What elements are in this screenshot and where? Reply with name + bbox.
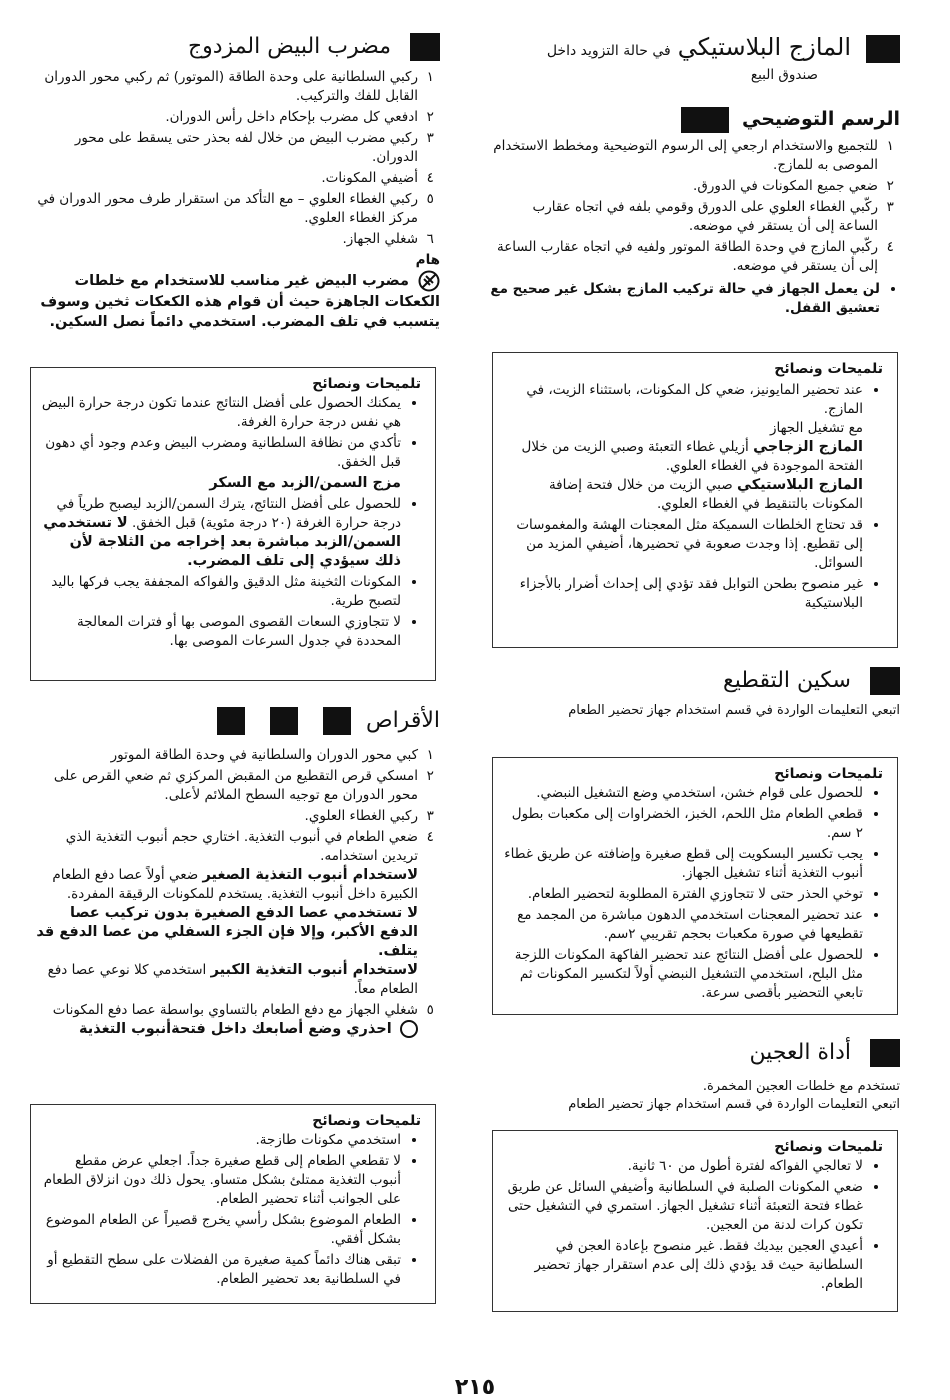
- prohibited-icon: [418, 270, 440, 292]
- tips-box-knife: [492, 757, 898, 1015]
- important-label: هام: [415, 252, 440, 268]
- list-item: 1. للتجميع والاستخدام ارجعي إلى الرسوم التوضيحية ومخطط الاستخدام الموصى به للمازج.: [490, 137, 878, 175]
- whisk-section: [30, 32, 440, 332]
- tips-box-whisk: [30, 367, 436, 681]
- list-item: • للحصول على أفضل النتائج، يترك السمن/الزبد ليصبح طرياً في درجة حرارة الغرفة (٢٠ درجة مئوية) قبل الخفق. لا تستخدمي السمن/الزبد مباشرة بعد إخراجه من الثلاجة لأن ذلك سيؤدي إلى تلف المضرب.: [41, 495, 401, 571]
- list-item: • لا تتجاوزي السعات القصوى الموصى بها أو فترات المعالجة المحددة في جدول السرعات الموصى بها.: [41, 613, 401, 651]
- dough-tool-section: أداة العجين تستخدم مع خلطات العجين المخمرة. اتبعي التعليمات الواردة في قسم استخدام جهاز تحضير الطعام: [490, 1038, 900, 1114]
- list-item: 4. أضيفي المكونات.: [30, 169, 418, 188]
- list-item: • قطعي الطعام مثل اللحم، الخبز، الخضراوات إلى مكعبات بطول ٢ سم.: [503, 805, 863, 843]
- list-item: • لا تعالجي الفواكه لفترة أطول من ٦٠ ثانية.: [503, 1157, 863, 1176]
- list-item: 4. ركّبي المازج في وحدة الطاقة الموتور ولفيه في اتجاه عقارب الساعة إلى أن يستقر في موضعه.: [490, 238, 878, 276]
- list-item: • تأكدي من نظافة السلطانية ومضرب البيض وعدم وجود أي دهون قبل الخفق.: [41, 434, 401, 472]
- list-item: 1. ركبي السلطانية على وحدة الطاقة (الموتور) ثم ركبي محور الدوران القابل للفك والتركيب.: [30, 68, 418, 106]
- list-item: • استخدمي مكونات طازجة.: [41, 1131, 401, 1150]
- list-item: • عند تحضير المايونيز، ضعي كل المكونات، باستثناء الزيت، في المازج. مع تشغيل الجهاز المازج الزجاجي أزيلي غطاء التعبئة وصبي الزيت من خلال الفتحة الموجودة في الغطاء العلوي. المازج البلاستيكي صبي الزيت من خلال فتحة إضافة المكونات بالتنقيط في الغطاء العلوي.: [503, 381, 863, 514]
- discs-steps: [30, 746, 440, 1039]
- list-item: • للحصول على أفضل النتائج عند تحضير الفاكهة المكونات اللزجة مثل البلح، استخدمي التشغيل النبضي أولاً لتكسير المكونات ثم تابعي التحضير بأقصى سرعة.: [503, 946, 863, 1003]
- tips-box-mixer: [492, 352, 898, 648]
- list-item: 2. ادفعي كل مضرب بإحكام داخل رأس الدوران.: [30, 108, 418, 127]
- list-item: 4. ضعي الطعام في أنبوب التغذية. اختاري حجم أنبوب التغذية الذي تريدين استخدامه. لاستخدام أنبوب التغذية الصغير ضعي أولاً عصا دفع الطعام الكبيرة داخل أنبوب التغذية. يستخدم للمكونات الرقيقة المفردة. لا تستخدمي عصا الدفع الصغيرة بدون تركيب عصا الدفع الأكبر، وإلا فإن الجزء السفلي من عصا الدفع قد يتلف. لاستخدام أنبوب التغذية الكبير استخدمي كلا نوعي عصا دفع الطعام معاً.: [30, 828, 418, 999]
- tips-heading: تلميحات ونصائح: [774, 1139, 883, 1155]
- list-item: 6. شغلي الجهاز.: [30, 230, 418, 249]
- list-item: • يمكنك الحصول على أفضل النتائج عندما تكون درجة حرارة البيض هي نفس درجة حرارة الغرفة.: [41, 394, 401, 432]
- slicing-knife-intro: اتبعي التعليمات الواردة في قسم استخدام جهاز تحضير الطعام: [568, 703, 900, 718]
- plastic-mixer-section: [490, 32, 900, 85]
- list-item: • تبقى هناك دائماً كمية صغيرة من الفضلات على سطح التقطيع أو في السلطانية بعد تحضير الطعام.: [41, 1251, 401, 1289]
- discs-section: [30, 706, 440, 1041]
- list-item: • قد تحتاج الخلطات السميكة مثل المعجنات الهشة والمغموسات إلى تقطيع. إذا وجدت صعوبة في تحضيرها، أضيفي المزيد من السوائل.: [503, 516, 863, 573]
- tips-heading: تلميحات ونصائح: [774, 361, 883, 377]
- caution-circle-icon: [400, 1020, 418, 1038]
- illustration-section: [490, 105, 900, 318]
- section-heading-dough-tool: أداة العجين: [490, 1038, 900, 1068]
- list-item: • لن يعمل الجهاز في حالة تركيب المازج بشكل غير صحيح مع تعشيق القفل.: [490, 280, 880, 318]
- tips-box-dough: [492, 1130, 898, 1312]
- important-text: مضرب البيض غير مناسب للاستخدام مع خلطات الكعكات الجاهزة حيث أن قوام هذه الكعكات ثخين وسوف يتسبب في تلف المضرب. استخدمي دائماً نصل السكين.: [30, 270, 440, 332]
- tips-heading: تلميحات ونصائح: [774, 766, 883, 782]
- list-item: 3. ركّبي الغطاء العلوي على الدورق وقومي بلفه في اتجاه عقارب الساعة إلى أن يستقر في موضعه.: [490, 198, 878, 236]
- tips-heading: تلميحات ونصائح: [312, 1113, 421, 1129]
- section-heading-slicing-knife: سكين التقطيع: [490, 666, 900, 696]
- list-item: 3. ركبي مضرب البيض من خلال لفه بحذر حتى يسقط على محور الدوران.: [30, 129, 418, 167]
- section-heading-discs: الأقراص: [30, 706, 440, 736]
- section-heading-whisk: مضرب البيض المزدوج: [30, 32, 440, 62]
- list-item: • ضعي المكونات الصلبة في السلطانية وأضيفي السائل عن طريق غطاء فتحة التعبئة أثناء تشغيل الجهاز. استمري في التشغيل حتى تكون كرات لدنة من العجين.: [503, 1178, 863, 1235]
- list-item: 5. ركبي الغطاء العلوي – مع التأكد من استقرار طرف محور الدوران في مركز الغطاء العلوي.: [30, 190, 418, 228]
- black-square-icon: [323, 707, 351, 735]
- list-item: 2. ضعي جميع المكونات في الدورق.: [490, 177, 878, 196]
- section-heading-plastic-mixer: المازج البلاستيكي في حالة التزويد داخل: [490, 32, 900, 66]
- black-rect-icon: [681, 107, 729, 133]
- plastic-mixer-subtitle: صندوق البيع: [750, 67, 818, 83]
- black-square-icon: [270, 707, 298, 735]
- list-item: • توخي الحذر حتى لا تتجاوزي الفترة المطلوبة لتحضير الطعام.: [503, 885, 863, 904]
- black-square-icon: [410, 33, 440, 61]
- list-item: • الطعام الموضوع بشكل رأسي يخرج قصيراً عن الطعام الموضوع بشكل أفقي.: [41, 1211, 401, 1249]
- black-square-icon: [870, 667, 900, 695]
- black-square-icon: [217, 707, 245, 735]
- list-item: 5. شغلي الجهاز مع دفع الطعام بالتساوي بواسطة عصا دفع المكونات احذري وضع أصابعك داخل فتحةأنبوب التغذية: [30, 1001, 418, 1039]
- tips-box-discs: [30, 1104, 436, 1304]
- illustration-bullets: [490, 280, 900, 318]
- list-item: 3. ركبي الغطاء العلوي.: [30, 807, 418, 826]
- list-item: • يجب تكسير البسكويت إلى قطع صغيرة وإضافته عن طريق غطاء أنبوب التغذية أثناء تشغيل الجهاز.: [503, 845, 863, 883]
- page-number: ٢١٥: [454, 1375, 496, 1400]
- whisk-steps: [30, 68, 440, 249]
- list-item: • أعيدي العجين بيديك فقط. غير منصوح بإعادة العجن في السلطانية حيث قد يؤدي ذلك إلى عدم استقرار جهاز تحضير الطعام.: [503, 1237, 863, 1294]
- list-item: • غير منصوح بطحن التوابل فقد تؤدي إلى إحداث أضرار بالأجزاء البلاستيكية: [503, 575, 863, 613]
- list-item: • المكونات الثخينة مثل الدقيق والفواكه المجففة يجب فركها باليد لتصبح طرية.: [41, 573, 401, 611]
- list-item: • عند تحضير المعجنات استخدمي الدهون مباشرة من المجمد مع تقطيعها في صورة مكعبات بحجم تقريبي ٢سم.: [503, 906, 863, 944]
- section-heading-illustration: الرسم التوضيحي: [490, 105, 900, 133]
- sub-heading: مزج السمن/الزبد مع السكر: [209, 475, 401, 491]
- slicing-knife-section: [490, 666, 900, 720]
- list-item: • للحصول على قوام خشن، استخدمي وضع التشغيل النبضي.: [503, 784, 863, 803]
- tips-heading: تلميحات ونصائح: [312, 376, 421, 392]
- list-item: 2. امسكي قرص التقطيع من المقبض المركزي ثم ضعي القرص على محور الدوران مع توجيه السطح الملائم لأعلى.: [30, 767, 418, 805]
- illustration-steps: [490, 137, 900, 276]
- list-item: 1. كبي محور الدوران والسلطانية في وحدة الطاقة الموتور: [30, 746, 418, 765]
- list-item: • لا تقطعي الطعام إلى قطع صغيرة جداً. اجعلي عرض مقطع أنبوب التغذية ممتلئ بشكل متساو. يحول ذلك دون انزلاق الطعام على الجوانب أثناء تحضير الطعام.: [41, 1152, 401, 1209]
- black-square-icon: [870, 1039, 900, 1067]
- black-square-icon: [866, 35, 900, 63]
- right-column: [490, 32, 900, 320]
